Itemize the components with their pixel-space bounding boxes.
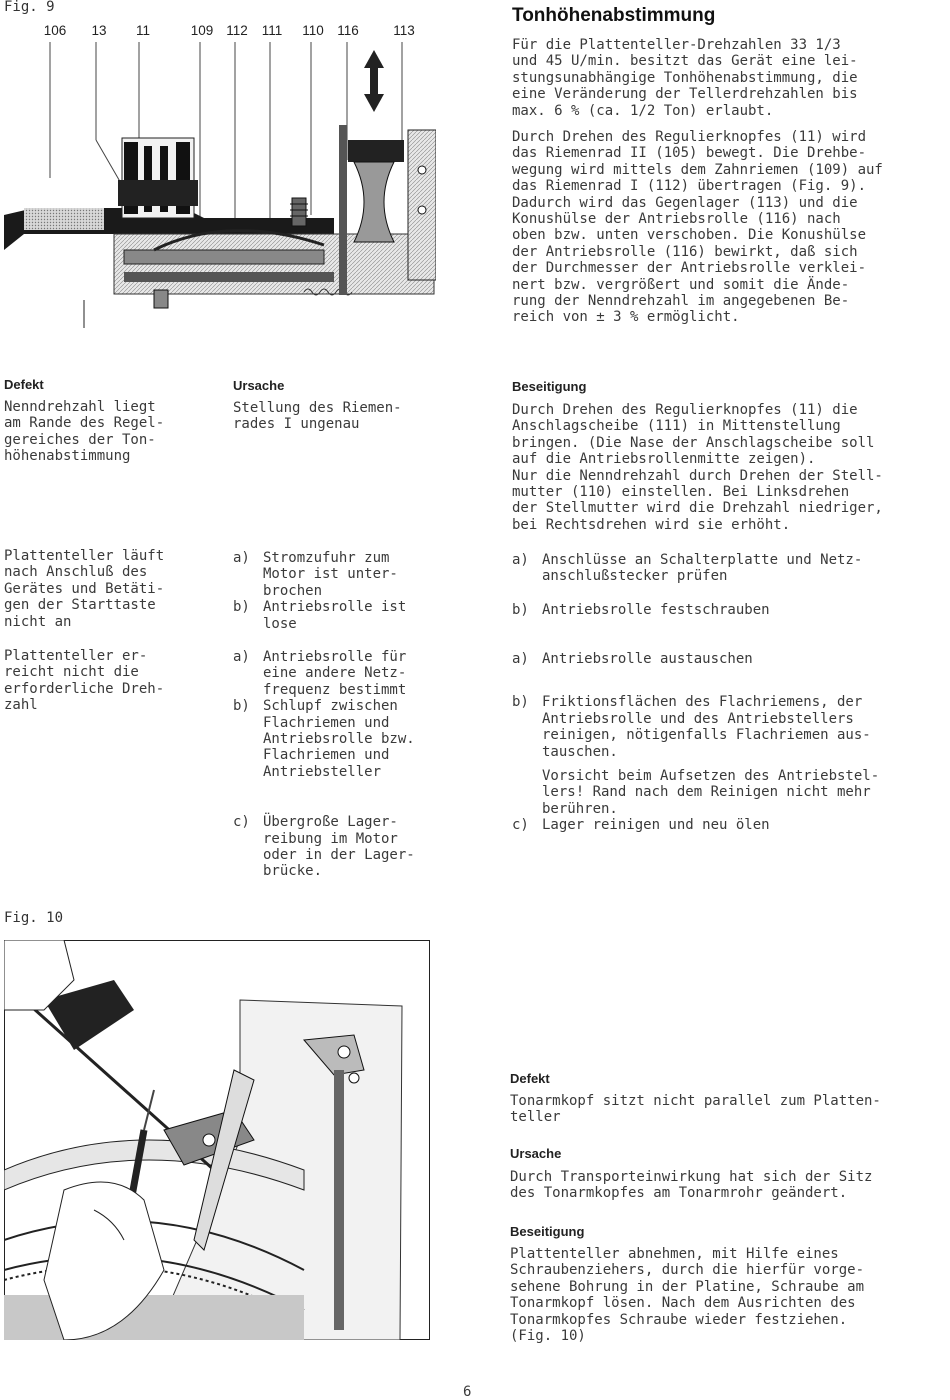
page-number: 6	[463, 1384, 472, 1400]
fig10-drawing	[4, 940, 430, 1340]
row3-beseitigung-c: c) Lager reinigen und neu ölen	[512, 817, 770, 834]
lower-ursache: Durch Transporteinwirkung hat sich der Sitz des Tonarmkopfes am Tonarmrohr geändert.	[510, 1169, 873, 1202]
row3-beseitigung-b: b) Friktionsflächen des Flachriemens, der Antriebsrolle und des Antriebstellers reinigen, nötigenfalls Flachriemen aus- tauschen.	[512, 694, 871, 760]
row3-beseitigung-a: a) Antriebsrolle austauschen	[512, 651, 753, 667]
row3-ursache-c: c) Übergroße Lager- reibung im Motor oder in der Lager- brücke.	[233, 814, 415, 880]
lower-ursache-head: Ursache	[510, 1146, 562, 1161]
marker-112: 112	[226, 23, 248, 38]
fig10-label: Fig. 10	[4, 910, 64, 926]
section-paragraph-1: Für die Plattenteller-Drehzahlen 33 1/3 und 45 U/min. besitzt das Gerät eine lei- stungsunabhängige Tonhöhenabstimmung, die eine Veränderung der Tellerdrehzahlen bis max. 6 % (ca. 1/2 Ton) erlaubt.	[512, 37, 858, 119]
row3-defekt: Plattenteller er- reicht nicht die erforderliche Dreh- zahl	[4, 648, 165, 714]
marker-111: 111	[261, 23, 283, 38]
section-paragraph-2: Durch Drehen des Regulierknopfes (11) wird das Riemenrad II (105) bewegt. Die Drehbe- wegung wird mittels dem Zahnriemen (109) auf das Riemenrad I (112) übertragen (Fig. 9). Dadurch wird das Gegenlager (113) und die Konushülse der Antriebsrolle (116) nach oben bzw. unten verschoben. Die Konushülse der Antriebsrolle (116) bewirkt, daß sich der Durchmesser der Antriebsrolle verklei- nert bzw. vergrößert und somit die Ände- rung der Nenndrehzahl im angegebenen Be- reich von ± 3 % ermöglicht.	[512, 129, 883, 326]
marker-110: 110	[302, 23, 324, 38]
tonearm-adjustment-illustration	[4, 940, 430, 1340]
row1-ursache: Stellung des Riemen- rades I ungenau	[233, 400, 402, 433]
section-title: Tonhöhenabstimmung	[512, 5, 716, 26]
row3-beseitigung-note: Vorsicht beim Aufsetzen des Antriebstel- lers! Rand nach dem Reinigen nicht mehr berühren.	[542, 768, 880, 817]
row2-defekt: Plattenteller läuft nach Anschluß des Gerätes und Betäti- gen der Starttaste nicht an	[4, 548, 165, 630]
row1-defekt: Nenndrehzahl liegt am Rande des Regel- gereiches der Ton- höhenabstimmung	[4, 399, 165, 465]
row2-ursache-b: b) Antriebsrolle ist lose	[233, 599, 407, 632]
row3-beseitigung	[512, 651, 946, 834]
row3-ursache-b: b) Schlupf zwischen Flachriemen und Antriebsrolle bzw. Flachriemen und Antriebsteller	[233, 698, 415, 780]
row2-ursache-a: a) Stromzufuhr zum Motor ist unter- brochen	[233, 550, 398, 599]
col-head-defekt: Defekt	[4, 377, 44, 392]
row3-ursache-a: a) Antriebsrolle für eine andere Netz- frequenz bestimmt	[233, 649, 407, 698]
marker-13: 13	[91, 23, 107, 38]
col-head-beseitigung: Beseitigung	[512, 379, 587, 394]
row3-ursache	[233, 649, 503, 880]
lower-beseitigung-head: Beseitigung	[510, 1224, 585, 1239]
lower-defekt: Tonarmkopf sitzt nicht parallel zum Platten- teller	[510, 1093, 881, 1126]
row2-beseitigung-a: a) Anschlüsse an Schalterplatte und Netz- anschlußstecker prüfen	[512, 552, 863, 585]
marker-113: 113	[393, 23, 415, 38]
lower-beseitigung: Plattenteller abnehmen, mit Hilfe eines Schraubenziehers, durch die hierfür vorge- sehene Bohrung in der Platine, Schraube am Tonarmkopf lösen. Nach dem Ausrichten des Tonarmkopfes Schraube wieder festziehen. (Fig. 10)	[510, 1246, 865, 1345]
lower-defekt-head: Defekt	[510, 1071, 550, 1086]
marker-109: 109	[190, 23, 214, 38]
row2-ursache	[233, 550, 503, 632]
fig9-label: Fig. 9	[4, 0, 55, 15]
col-head-ursache: Ursache	[233, 378, 285, 393]
row2-beseitigung-b: b) Antriebsrolle festschrauben	[512, 601, 770, 618]
marker-116: 116	[337, 23, 359, 38]
row2-beseitigung	[512, 552, 946, 618]
marker-106: 106	[43, 23, 67, 38]
turntable-mechanism-illustration	[4, 20, 436, 328]
fig9-drawing	[4, 20, 436, 328]
marker-11: 11	[135, 23, 150, 38]
row1-beseitigung: Durch Drehen des Regulierknopfes (11) die Anschlagscheibe (111) in Mittenstellung bringen. (Die Nase der Anschlagscheibe soll auf die Antriebsrollenmitte zeigen). Nur die Nenndrehzahl durch Drehen der Stell- mutter (110) einstellen. Bei Linksdrehen der Stellmutter wird die Drehzahl niedriger, bei Rechtsdrehen wird sie erhöht.	[512, 402, 883, 533]
